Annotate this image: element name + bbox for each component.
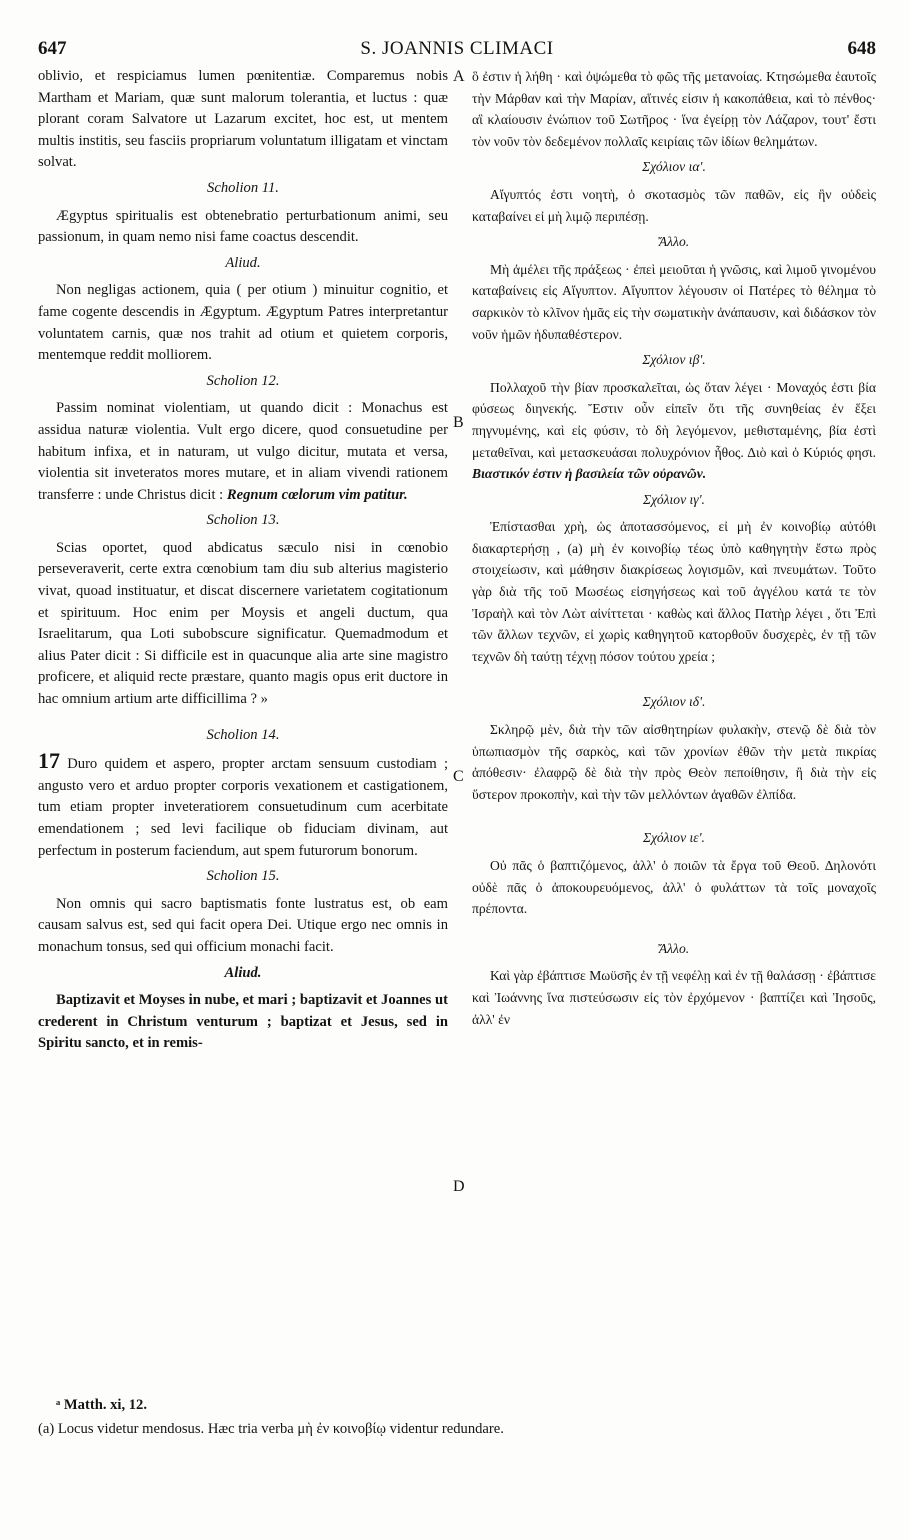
latin-paragraph: Non omnis qui sacro baptismatis fonte lustratus est, ob eam causam salvus est, sed qui facit opera Dei. Utique ergo nec omnis in monachum tonsus, sed qui officium monachi facit.: [38, 895, 448, 955]
margin-letter-b: B: [453, 414, 464, 431]
margin-letters: [449, 0, 471, 1540]
scholion-heading: Scholion 15.: [206, 868, 280, 885]
scholion-heading: Scholion 13.: [206, 512, 280, 529]
scholion-heading: Scholion 12.: [206, 372, 280, 389]
latin-paragraph: Non negligas actionem, quia ( per otium ) minuitur cognitio, et fame cogente descendis in Ægyptum. Ægyptum Patres interpretantur voluntatem carnis, quæ nos trahit ad otium et quietem corporis, mentemque reddit molliorem.: [38, 282, 448, 364]
aliud-heading: Aliud.: [224, 964, 262, 981]
greek-paragraph: Καὶ γὰρ ἐβάπτισε Μωϋσῆς ἐν τῇ νεφέλῃ καὶ ἐν τῇ θαλάσσῃ · ἐβάπτισε καὶ Ἰωάννης ἵνα πιστεύσωσιν εἰς τὸν ἐρχόμενον · βαπτίζει καὶ Ἰησοῦς, ἀλλ' ἐν: [472, 968, 876, 1027]
scholion-heading: Scholion 11.: [207, 179, 279, 196]
aliud-heading: Aliud.: [225, 254, 261, 271]
greek-paragraph: Οὐ πᾶς ὁ βαπτιζόμενος, ἀλλ' ὁ ποιῶν τὰ ἔργα τοῦ Θεοῦ. Δηλονότι οὐδὲ πᾶς ὁ ἀποκουρευόμενος, ἀλλ' ὁ φυλάττων τὰ τοῖς μοναχοῖς πρέποντα.: [472, 858, 876, 917]
greek-paragraph: Μὴ ἀμέλει τῆς πράξεως · ἐπεὶ μειοῦται ἡ γνῶσις, καὶ λιμοῦ γινομένου καταβαίνεις εἰς Αἴγυπτον. Αἴγυπτον λέγουσιν οἱ Πατέρες τὸ θέλημα τὸ σαρκικὸν τὸ κλῖνον ἡμᾶς εἰς τὴν σωματικὴν ἀνάπαυσιν, καὶ διδάσκον τὸν νοῦν ἡμῶν ἡδυπαθέστερον.: [472, 261, 876, 342]
greek-paragraph: Αἴγυπτός ἐστι νοητὴ, ὁ σκοτασμὸς τῶν παθῶν, εἰς ἣν οὐδεὶς καταβαίνει εἰ μὴ λιμῷ περιπέσῃ.: [472, 186, 876, 224]
margin-letter-a: A: [453, 68, 465, 85]
latin-paragraph: Ægyptus spiritualis est obtenebratio perturbationum animi, seu passionum, in quam nemo nisi fame coactus descendit.: [38, 207, 448, 246]
latin-paragraph: Baptizavit et Moyses in nube, et mari ; baptizavit et Joannes ut crederent in Christum venturum ; baptizat et Jesus, sed in Spiritu sancto, et in remis-: [38, 992, 448, 1052]
greek-column: [472, 66, 876, 1030]
running-title: S. JOANNIS CLIMACI: [360, 38, 554, 59]
allo-heading: Ἄλλο.: [658, 234, 690, 250]
greek-paragraph: ὃ ἐστιν ἡ λήθη · καὶ ὀψώμεθα τὸ φῶς τῆς μετανοίας. Κτησώμεθα ἑαυτοῖς τὴν Μάρθαν καὶ τὴν Μαρίαν, αἵτινές εἰσιν ἡ κακοπάθεια, καὶ τὸ πένθος· αἳ κλαίουσιν ἐνώπιον τοῦ Σωτῆρος · ἵνα ἐγείρῃ τὸν Λάζαρον, τουτ' ἔστι τὸν νοῦν τὸν δεδεμένον πολλαῖς κειρίαις τῶν ἰδίων θελημάτων.: [472, 69, 876, 149]
margin-letter-d: D: [453, 1178, 465, 1195]
scholion-heading-greek: Σχόλιον ια'.: [642, 159, 706, 175]
latin-paragraph: Scias oportet, quod abdicatus sæculo nisi in cœnobio perseveraverit, certe extra cœnobium tam diu sub alterius magisterio vivat, quoad instituatur, et discat discernere varietatem cogitationum et spirituum. Hoc enim per Moysis et angeli ductum, qua Israelitarum, qua Loti subobscure significatur. Quemadmodum et alius Pater dicit : Si difficile est in quacunque alia arte sine magistro proficere, et aliquid recte præstare, quanto magis opus erit ductore in hac omnium artium arte difficillima ? »: [38, 539, 448, 708]
section-number: 17: [38, 748, 60, 774]
footnotes: [38, 1393, 876, 1441]
greek-paragraph: Ἐπίστασθαι χρὴ, ὡς ἀποτασσόμενος, εἰ μὴ ἐν κοινοβίῳ αὐτόθι διακαρτερήσῃ , (a) μὴ ἐν κοινοβίῳ τέως ὑπὸ καθηγητὴν ἔστω πρὸς στοιχείωσιν, καὶ μάθησιν διακρίσεως λογισμῶν, καὶ πνευμάτων. Τοῦτο γὰρ διὰ τῆς τοῦ Μωσέως εἰσηγήσεως καὶ τοῦ ἀγγέλου κατά τε τὸν Ἰσραὴλ καὶ τὸν Λὼτ αἰνίττεται · καθὼς καὶ ἄλλος Πατὴρ λέγει , ὅτι Ἐπὶ τῶν ἄλλων τεχνῶν, εἰ χωρὶς καθηγητοῦ κατορθοῦν δυσχερὲς, ἐν τῇ τῶν τεχνῶν δὴ ταύτῃ τέχνῃ πόσον τούτου χρεία ;: [472, 519, 876, 664]
scholion-heading: Scholion 14.: [206, 726, 280, 743]
latin-text: Duro quidem et aspero, propter arctam sensuum custodiam ; angusto vero et arduo propter corporis vexationem et castigationem, tum etiam propter inveteratiorem consuetudinum cum acerbitate emendationem ; sed levi facilique ob fiduciam divinam, aut perfectum in posterum faciendum, aut spem futurorum bonorum.: [38, 756, 448, 859]
scholion-heading-greek: Σχόλιον ιε'.: [643, 830, 705, 846]
allo-heading: Ἄλλο.: [658, 940, 690, 956]
footnote: (a) Locus videtur mendosus. Hæc tria verba μὴ ἐν κοινοβίῳ videntur redundare.: [38, 1421, 504, 1437]
latin-paragraph: [38, 748, 448, 862]
footnote: ᵃ Matth. xi, 12.: [56, 1397, 148, 1413]
greek-quote: Βιαστικόν ἐστιν ἡ βασιλεία τῶν οὐρανῶν.: [472, 466, 707, 482]
margin-letter-c: C: [453, 768, 464, 785]
scholion-heading-greek: Σχόλιον ιβ'.: [642, 352, 706, 368]
scholion-heading-greek: Σχόλιον ιγ'.: [643, 491, 705, 507]
greek-paragraph: [472, 377, 876, 485]
latin-quote: Regnum cœlorum vim patitur.: [226, 486, 408, 503]
scholion-heading-greek: Σχόλιον ιδ'.: [642, 694, 706, 710]
page-number-right: 648: [847, 38, 876, 59]
latin-text: Passim nominat violentiam, ut quando dicit : Monachus est assidua naturæ violentia. Vult ergo dicere, quod consuetudine per habitum infixa, et in naturam, ut vulgo dicitur, mutata et versa, violentia sit inveteratos mores mutare, et in aliam vivendi rationem transferre : unde Christus dicit :: [38, 400, 448, 503]
greek-text: Πολλαχοῦ τὴν βίαν προσκαλεῖται, ὡς ὅταν λέγει · Μοναχός ἐστι βία φύσεως διηνεκής. Ἔστιν οὖν εἰπεῖν ὅτι τῆς συνηθείας ἐν ἕξει πηγνυμένης, καὶ εἰς φύσιν, τὸ δὴ λεγόμενον, μεθισταμένης, βία ἐστὶ μεταθεῖναι, καὶ μετασκευάσαι πολυχρόνιον ἦθος. Διὸ καὶ ὁ Κύριός φησι.: [472, 379, 876, 460]
latin-column: [38, 66, 448, 1055]
latin-paragraph: [38, 398, 448, 506]
page-number-left: 647: [38, 38, 67, 59]
greek-paragraph: Σκληρῷ μὲν, διὰ τὴν τῶν αἰσθητηρίων φυλακὴν, στενῷ δὲ διὰ τὸν ὑπωπιασμὸν τῆς σαρκὸς, καὶ τῶν χρονίων ἐθῶν τὴν μετὰ πικρίας ἀπόθεσιν· ἐλαφρῷ δὲ διὰ τὴν πρὸς Θεὸν πεποίθησιν, ἢ διὰ τὴν εἰς ὕστερον προκοπὴν, καὶ τὴν τῶν μελλόντων ἀγαθῶν ἐλπίδα.: [472, 722, 876, 802]
latin-paragraph: oblivio, et respiciamus lumen pœnitentiæ. Comparemus nobis Martham et Mariam, quæ sunt malorum tolerantia, et luctus : quæ plorant coram Salvatore ut Lazarum excitet, hoc est, ut mentem multis institis, seu fasciis propriarum voluntatum illigatam et vinctam solvat.: [38, 68, 448, 171]
